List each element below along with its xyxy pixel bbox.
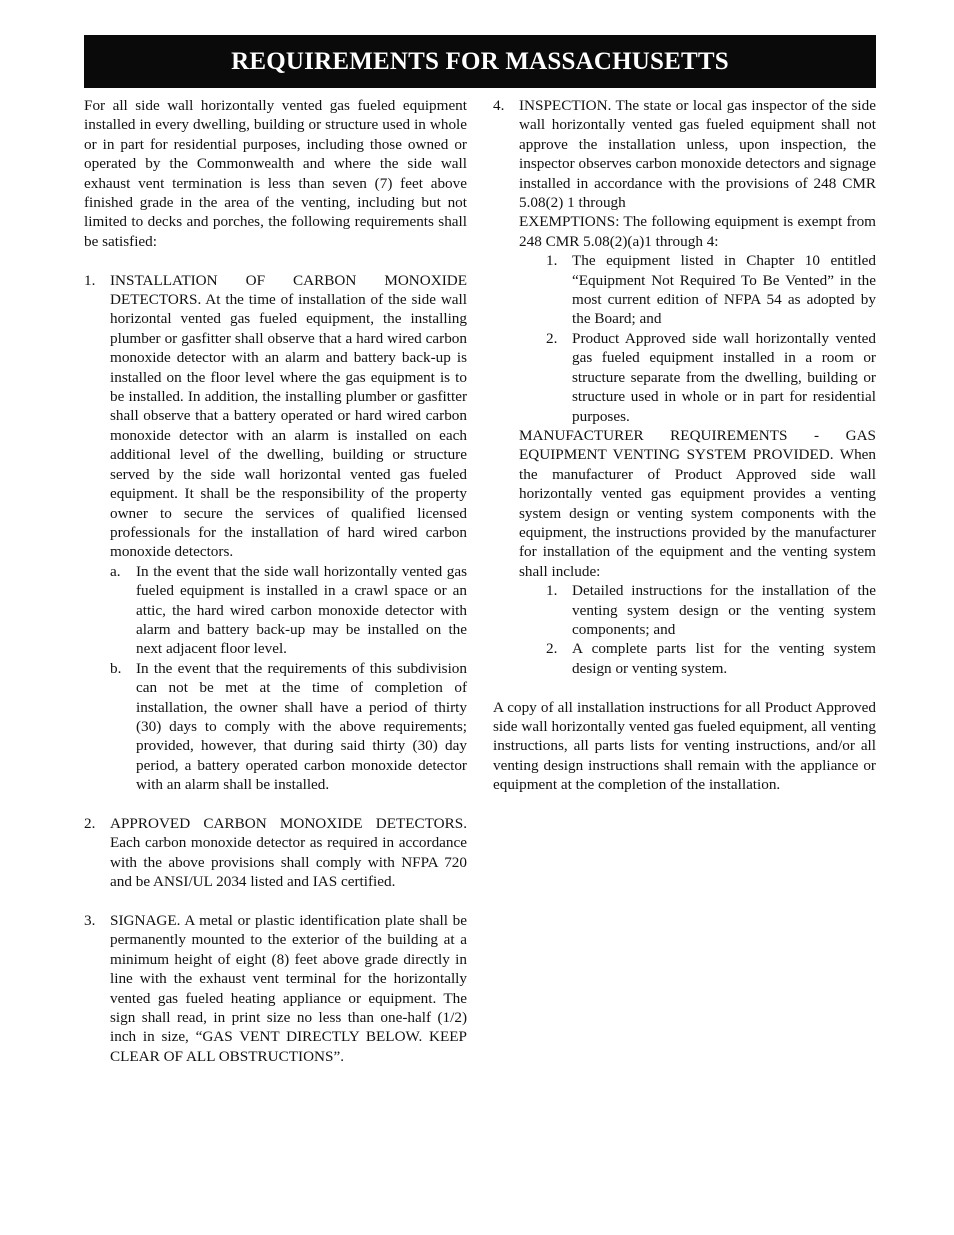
requirement-item-2 bbox=[84, 814, 467, 892]
requirement-item-3 bbox=[84, 911, 467, 1066]
requirement-item-1 bbox=[84, 271, 467, 795]
sub-item-text: In the event that the requirements of this subdivision can not be met at the time of completion of installation, the owner shall have a period of thirty (30) days to comply with the above requirements; provided, however, that during said thirty (30) day period, a battery operated carbon monoxide detector with an alarm shall be installed. bbox=[136, 659, 467, 794]
item-number: 4. bbox=[493, 97, 505, 114]
exemption-text: Product Approved side wall horizontally vented gas fueled equipment installed in a room or structure separate from the dwelling, building or structure used in whole or in part for residential purposes. bbox=[572, 329, 876, 425]
exemption-number: 1. bbox=[546, 252, 558, 270]
manufacturer-requirements-text: MANUFACTURER REQUIREMENTS - GAS EQUIPMENT VENTING SYSTEM PROVIDED. When the manufacturer of Product Approved side wall horizontally vented gas equipment provides a venting system design or venting system components with the equipment, the instructions provided by the manufacturer for installation of the equipment and the venting system shall include: bbox=[519, 426, 876, 580]
item-text: INSPECTION. The state or local gas inspector of the side wall horizontally vented gas fueled equipment shall not approve the installation unless, upon inspection, the inspector observes carbon monoxide detectors and signage installed in accordance with the provisions of 248 CMR 5.08(2) 1 through bbox=[519, 97, 876, 212]
right-column bbox=[493, 96, 876, 795]
item-text: APPROVED CARBON MONOXIDE DETECTORS. Each carbon monoxide detector as required in accordance with the above provisions shall comply with NFPA 720 and be ANSI/UL 2034 listed and IAS certified. bbox=[110, 815, 467, 891]
exemption-number: 2. bbox=[546, 329, 558, 347]
item-number: 1. bbox=[84, 271, 96, 289]
sub-item-text: In the event that the side wall horizontally vented gas fueled equipment is installed in a crawl space or an attic, the hard wired carbon monoxide detector with alarm and battery back-up may be installed on the next adjacent floor level. bbox=[136, 562, 467, 658]
exemption-item-2 bbox=[519, 329, 876, 426]
manufacturer-item-text: A complete parts list for the venting system design or venting system. bbox=[572, 640, 876, 677]
item-number: 2. bbox=[84, 815, 96, 832]
item-number: 3. bbox=[84, 912, 96, 930]
exemptions-text: EXEMPTIONS: The following equipment is exempt from 248 CMR 5.08(2)(a)1 through 4: bbox=[519, 213, 876, 250]
requirement-item-4 bbox=[493, 96, 876, 678]
left-column bbox=[84, 96, 467, 1066]
sub-item-letter: b. bbox=[110, 659, 122, 677]
sub-item-b bbox=[110, 659, 467, 795]
sub-item-letter: a. bbox=[110, 562, 121, 580]
page-title: REQUIREMENTS FOR MASSACHUSETTS bbox=[231, 48, 729, 75]
sub-item-a bbox=[110, 562, 467, 659]
intro-paragraph: For all side wall horizontally vented gas fueled equipment installed in every dwelling, building or structure used in whole or in part for residential purposes, including those owned or operated by the Commonwealth and where the side wall exhaust vent termination is less than seven (7) feet above finished grade in the area of the venting, including but not limited to decks and porches, the following requirements shall be satisfied: bbox=[84, 97, 467, 250]
manufacturer-item-1 bbox=[519, 581, 876, 639]
closing-paragraph: A copy of all installation instructions for all Product Approved side wall horizontally vented gas fueled equipment, all venting instructions, all parts lists for venting instructions, and/or all venting design instructions shall remain with the appliance or equipment at the completion of the installation. bbox=[493, 698, 876, 794]
manufacturer-item-2 bbox=[519, 639, 876, 678]
manufacturer-item-number: 1. bbox=[546, 582, 558, 600]
manufacturer-item-text: Detailed instructions for the installation of the venting system design or the venting system components; and bbox=[572, 582, 876, 638]
item-text: INSTALLATION OF CARBON MONOXIDE DETECTORS. At the time of installation of the side wall horizontal vented gas fueled equipment, the installing plumber or gasfitter shall observe that a hard wired carbon monoxide detector with an alarm and battery back-up is installed on the floor level where the gas equipment is to be installed. In addition, the installing plumber or gasfitter shall observe that a battery operated or hard wired carbon monoxide detector with an alarm is installed on each additional level of the dwelling, building or structure served by the side wall horizontal vented gas fueled equipment. It shall be the responsibility of the property owner to secure the services of qualified licensed professionals for the installation of hard wired carbon monoxide detectors. bbox=[110, 271, 467, 561]
title-banner bbox=[84, 35, 876, 88]
manufacturer-item-number: 2. bbox=[546, 640, 558, 658]
item-text: SIGNAGE. A metal or plastic identification plate shall be permanently mounted to the exterior of the building at a minimum height of eight (8) feet above grade directly in line with the exhaust vent terminal for the horizontally vented gas fueled heating appliance or equipment. The sign shall read, in print size no less than one-half (1/2) inch in size, “GAS VENT DIRECTLY BELOW. KEEP CLEAR OF ALL OBSTRUCTIONS”. bbox=[110, 912, 467, 1065]
exemption-text: The equipment listed in Chapter 10 entitled “Equipment Not Required To Be Vented” in the most current edition of NFPA 54 as adopted by the Board; and bbox=[572, 252, 876, 328]
exemption-item-1 bbox=[519, 251, 876, 329]
